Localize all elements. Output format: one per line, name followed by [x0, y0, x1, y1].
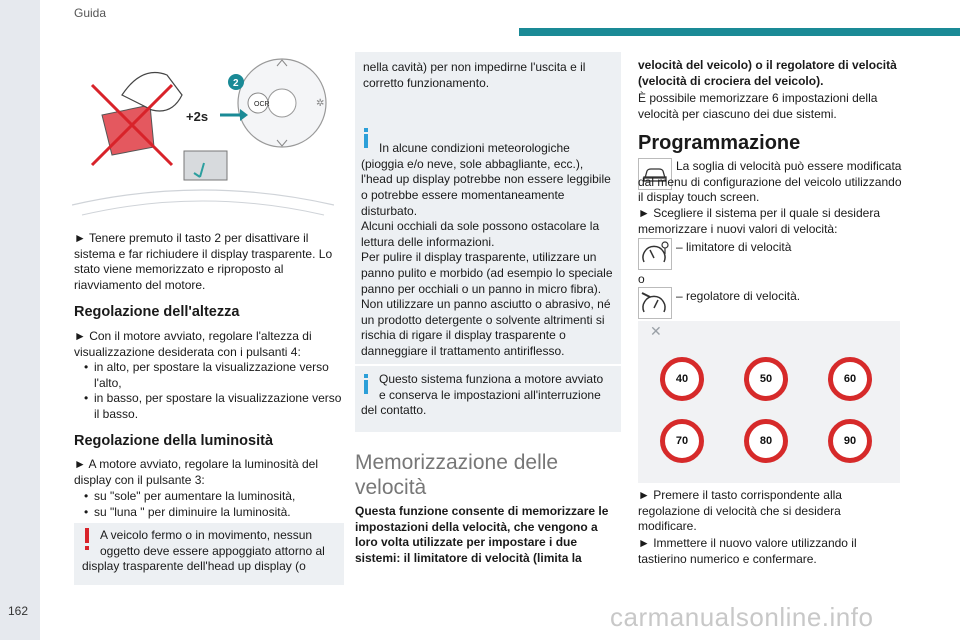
option-separator: o: [638, 272, 645, 286]
speed-preset-button[interactable]: 50: [744, 357, 788, 401]
paragraph-brightness: ► A motore avviato, regolare la luminosità del display con il pulsante 3:: [74, 457, 319, 487]
paragraph-six-settings: È possibile memorizzare 6 impostazioni della velocità per ciascuno dei due sistemi.: [638, 91, 878, 121]
bullet-down: • in basso, per spostare la visualizzazione verso il basso.: [82, 391, 348, 422]
info-text-settings: Questo sistema funziona a motore avviato e conserva le impostazioni all'interruzione del contatto.: [361, 372, 604, 418]
hud-diagram-svg: [72, 55, 334, 223]
paragraph-height-adjustment: ► Con il motore avviato, regolare l'altezza di visualizzazione desiderata con i pulsanti 4:: [74, 329, 312, 359]
paragraph-choose-system: ► Scegliere il sistema per il quale si desidera memorizzare i nuovi valori di velocità:: [638, 206, 880, 236]
speed-limiter-icon: [638, 238, 672, 270]
svg-text:✲: ✲: [316, 98, 325, 109]
hud-illustration: [72, 55, 334, 223]
warning-text: A veicolo fermo o in movimento, nessun oggetto deve essere appoggiato attorno al display trasparente dell'head up display (o: [82, 528, 325, 574]
paragraph-intro-continued: velocità del veicolo) o il regolatore di velocità (velocità di crociera del veicolo).: [638, 58, 897, 88]
info-note-settings: [355, 366, 621, 432]
speed-preset-button[interactable]: 60: [828, 357, 872, 401]
info-text-conditions: In alcune condizioni meteorologiche (pioggia e/o neve, sole abbagliante, ecc.), l'head up display potrebbe non essere leggibile o potrebbe essere momentaneamente disturbato. Alcuni occhiali da sole possono ostacolare la lettura delle informazioni. Per pulire il display trasparente, utilizzare un panno pulito e morbido (ad esempio lo speciale panno per occhiali o un panno in micro fibra). Non utilizzare un panno asciutto o abrasivo, né un prodotto detergente o solvente altrimenti si rischia di rigare il display trasparente o danneggiare il trattamento antiriflesso.: [361, 141, 613, 358]
speed-preset-button[interactable]: 80: [744, 419, 788, 463]
paragraph-threshold: La soglia di velocità può essere modificata dal menu di configurazione del veicolo utilizzando il display touch screen.: [638, 159, 902, 205]
callout-number: 2: [233, 78, 239, 89]
option-cruise-control: – regolatore di velocità.: [676, 289, 801, 303]
warning-note: [74, 523, 344, 585]
bullet-moon: • su "luna " per diminuire la luminosità.: [82, 505, 348, 521]
paragraph-enter-value: ► Immettere il nuovo valore utilizzando il tastierino numerico e confermare.: [638, 536, 857, 566]
paragraph-speed-memory-intro: Questa funzione consente di memorizzare le impostazioni della velocità, che vengono a loro volta utilizzate per impostare i due sistemi: il limitatore di velocità (limita la: [355, 504, 609, 565]
warning-text-continued: nella cavità) per non impedirne l'uscita e il corretto funzionamento.: [363, 60, 586, 90]
left-margin-strip: [0, 0, 40, 640]
heading-brightness: Regolazione della luminosità: [74, 433, 274, 449]
speed-preset-button[interactable]: 40: [660, 357, 704, 401]
speed-preset-button[interactable]: 90: [828, 419, 872, 463]
bullet-up: • in alto, per spostare la visualizzazione verso l'alto,: [82, 360, 348, 391]
header-accent-bar: [519, 28, 960, 36]
heading-height-adjustment: Regolazione dell'altezza: [74, 304, 240, 320]
close-icon[interactable]: ✕: [650, 323, 662, 339]
section-header: Guida: [74, 6, 107, 20]
bullet-sun: • su "sole" per aumentare la luminosità,: [82, 489, 348, 505]
hold-duration-label: +2s: [186, 109, 209, 124]
warning-note-continued: [355, 52, 621, 106]
info-icon: [361, 372, 373, 400]
paragraph-press-key: ► Premere il tasto corrispondente alla regolazione di velocità che si desidera modificare.: [638, 488, 842, 534]
speed-presets-panel: [638, 321, 900, 483]
section-title-speed-memory: Memorizzazione delle velocità: [355, 451, 559, 499]
key-label: OCR: [254, 101, 270, 108]
info-note-conditions: [355, 104, 621, 364]
heading-programming: Programmazione: [638, 132, 801, 154]
info-icon: [361, 126, 373, 154]
option-speed-limiter: – limitatore di velocità: [676, 240, 792, 254]
paragraph-disable-system: ► Tenere premuto il tasto 2 per disattivare il sistema e far richiudere il display trasparente. Lo stato viene memorizzato e riproposto al riavviamento del motore.: [74, 231, 333, 292]
page-number: 162: [8, 604, 29, 618]
watermark: carmanualsonline.info: [610, 602, 874, 632]
speed-preset-button[interactable]: 70: [660, 419, 704, 463]
cruise-control-icon: [638, 287, 672, 319]
warning-icon: [82, 528, 94, 556]
